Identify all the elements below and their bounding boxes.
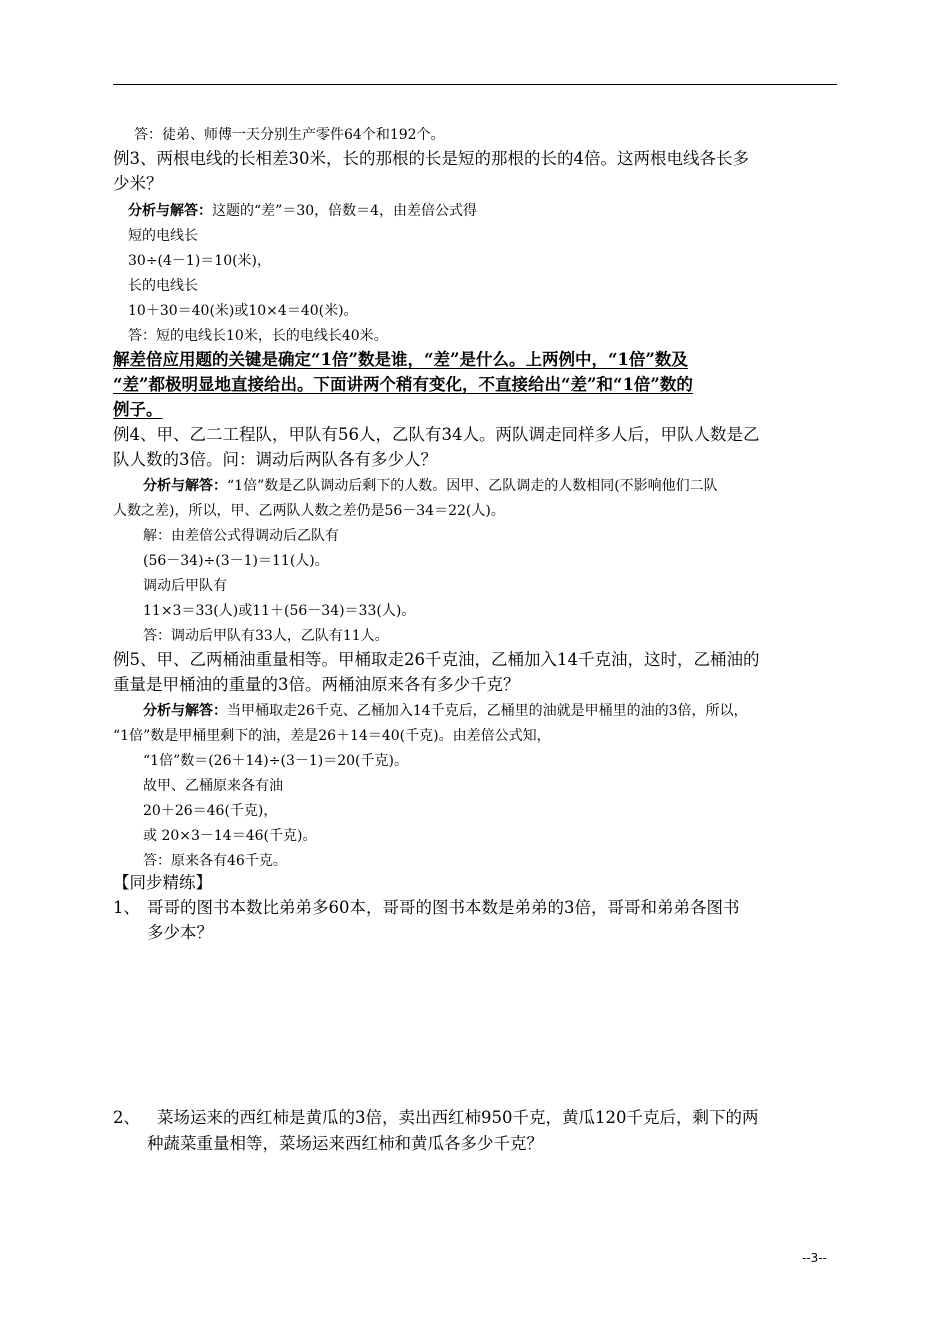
example-4-answer: 答：调动后甲队有33人，乙队有11人。 bbox=[143, 628, 389, 644]
example-5-analysis-cont: “1倍”数是甲桶里剩下的油，差是26＋14＝40(千克)。由差倍公式知， bbox=[113, 728, 551, 744]
example-3-step-3: 长的电线长 bbox=[128, 278, 198, 294]
key-note-line-3: 例子。 bbox=[113, 400, 163, 419]
practice-2-number: 2、 bbox=[113, 1108, 140, 1127]
example-3-question-line-2: 少米？ bbox=[113, 174, 163, 193]
example-4-step-3: 调动后甲队有 bbox=[143, 578, 227, 594]
practice-2-line-2: 种蔬菜重量相等，菜场运来西红柿和黄瓜各多少千克？ bbox=[147, 1134, 543, 1153]
analysis-text: “1倍”数是乙队调动后剩下的人数。因甲、乙队调走的人数相同(不影响他们二队 bbox=[227, 478, 718, 494]
example-5-answer: 答：原来各有46千克。 bbox=[143, 853, 287, 869]
practice-1-line-2: 多少本？ bbox=[147, 923, 213, 942]
example-3-step-1: 短的电线长 bbox=[128, 228, 198, 244]
example-4-step-4: 11×3＝33(人)或11＋(56－34)＝33(人)。 bbox=[143, 603, 416, 619]
analysis-text: 当甲桶取走26千克、乙桶加入14千克后，乙桶里的油就是甲桶里的油的3倍，所以， bbox=[227, 703, 748, 719]
example-3-answer: 答：短的电线长10米，长的电线长40米。 bbox=[128, 328, 388, 344]
practice-heading: 【同步精练】 bbox=[113, 873, 212, 892]
analysis-label: 分析与解答： bbox=[143, 703, 227, 719]
example-5-step-2: 故甲、乙桶原来各有油 bbox=[143, 778, 283, 794]
example-3-question-line-1: 例3、两根电线的长相差30米，长的那根的长是短的那根的长的4倍。这两根电线各长多 bbox=[113, 149, 749, 168]
key-note-line-1: 解差倍应用题的关键是确定“1倍”数是谁，“差”是什么。上两例中，“1倍”数及 bbox=[113, 350, 688, 369]
example-4-step-2: (56－34)÷(3－1)＝11(人)。 bbox=[143, 553, 329, 569]
header-rule bbox=[113, 84, 837, 85]
example-5-step-4: 或 20×3－14＝46(千克)。 bbox=[143, 828, 317, 844]
example-3-analysis bbox=[128, 204, 477, 218]
example-4-question-line-1: 例4、甲、乙二工程队，甲队有56人，乙队有34人。两队调走同样多人后，甲队人数是乙 bbox=[113, 425, 760, 444]
example-3-step-2: 30÷(4－1)＝10(米)， bbox=[128, 253, 272, 269]
example-5-question-line-2: 重量是甲桶油的重量的3倍。两桶油原来各有多少千克？ bbox=[113, 675, 520, 694]
example-5-step-1: “1倍”数＝(26＋14)÷(3－1)＝20(千克)。 bbox=[143, 753, 408, 769]
analysis-label: 分析与解答： bbox=[143, 478, 227, 494]
example-4-analysis-cont: 人数之差)，所以，甲、乙两队人数之差仍是56－34＝22(人)。 bbox=[113, 503, 505, 519]
example-3-step-4: 10＋30＝40(米)或10×4＝40(米)。 bbox=[128, 303, 358, 319]
example-5-analysis bbox=[143, 704, 748, 718]
analysis-text: 这题的“差”＝30，倍数＝4，由差倍公式得 bbox=[212, 203, 478, 219]
page-number: --3-- bbox=[802, 1251, 827, 1265]
answer-apprentice: 答：徒弟、师傅一天分别生产零件64个和192个。 bbox=[134, 127, 445, 143]
example-5-question-line-1: 例5、甲、乙两桶油重量相等。甲桶取走26千克油，乙桶加入14千克油，这时，乙桶油的 bbox=[113, 650, 760, 669]
analysis-label: 分析与解答： bbox=[128, 203, 212, 219]
example-4-analysis bbox=[143, 479, 718, 493]
example-4-step-1: 解：由差倍公式得调动后乙队有 bbox=[143, 528, 339, 544]
example-4-question-line-2: 队人数的3倍。问：调动后两队各有多少人？ bbox=[113, 450, 437, 469]
practice-1-number: 1、 bbox=[113, 898, 140, 917]
practice-2-line-1: 菜场运来的西红柿是黄瓜的3倍，卖出西红柿950千克，黄瓜120千克后，剩下的两 bbox=[157, 1108, 759, 1127]
key-note-line-2: “差”都极明显地直接给出。下面讲两个稍有变化，不直接给出“差”和“1倍”数的 bbox=[113, 375, 693, 394]
example-5-step-3: 20＋26＝46(千克)， bbox=[143, 803, 278, 819]
practice-1-line-1: 哥哥的图书本数比弟弟多60本，哥哥的图书本数是弟弟的3倍，哥哥和弟弟各图书 bbox=[147, 898, 740, 917]
